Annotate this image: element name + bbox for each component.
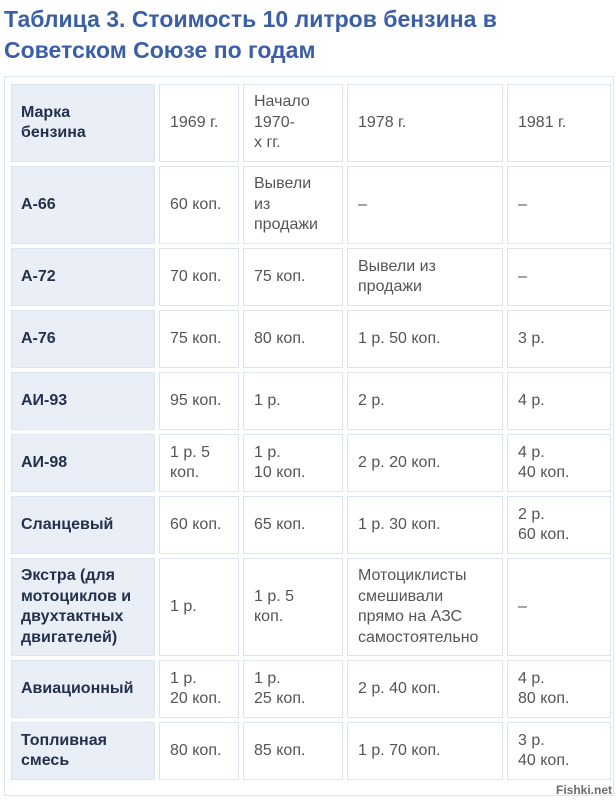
price-cell: – [347,166,503,244]
fuel-brand-cell: Топливная смесь [11,722,155,780]
page-title: Таблица 3. Стоимость 10 литров бензина в Советском Союзе по годам [4,6,497,63]
price-cell: 2 р. [347,372,503,430]
price-cell: 2 р. 20 коп. [347,434,503,492]
price-cell: 1 р. 5 коп. [243,558,343,656]
price-cell: 70 коп. [159,248,239,306]
price-cell: 1 р. 20 коп. [159,660,239,718]
price-cell: 1 р. 25 коп. [243,660,343,718]
fuel-brand-cell: Сланцевый [11,496,155,554]
price-cell: 65 коп. [243,496,343,554]
price-cell: 75 коп. [243,248,343,306]
price-cell: 1 р. 30 коп. [347,496,503,554]
price-cell: – [507,558,611,656]
table-row [11,310,611,368]
fuel-brand-cell: Авиационный [11,660,155,718]
header-cell-year: 1969 г. [159,84,239,162]
price-cell: Вывели из продажи [243,166,343,244]
price-cell: 2 р. 60 коп. [507,496,611,554]
price-cell: 4 р. 40 коп. [507,434,611,492]
table-row [11,248,611,306]
fuel-brand-cell: А-72 [11,248,155,306]
price-cell: Вывели из продажи [347,248,503,306]
price-cell: 1 р. [243,372,343,430]
price-cell: – [507,248,611,306]
table-row [11,166,611,244]
price-cell: 4 р. [507,372,611,430]
table-row [11,558,611,656]
price-cell: 80 коп. [159,722,239,780]
price-cell: 85 коп. [243,722,343,780]
watermark-text: Fishki.net [555,783,612,797]
price-cell: 2 р. 40 коп. [347,660,503,718]
table-row [11,372,611,430]
fuel-brand-cell: Экстра (для мотоциклов и двухтактных двигателей) [11,558,155,656]
price-cell: 1 р. 50 коп. [347,310,503,368]
price-cell: 60 коп. [159,166,239,244]
header-cell-year: 1981 г. [507,84,611,162]
price-cell: 3 р. [507,310,611,368]
price-table [7,80,615,784]
price-cell: 60 коп. [159,496,239,554]
price-cell: 1 р. 10 коп. [243,434,343,492]
price-table-container [4,76,614,796]
price-cell: 4 р. 80 коп. [507,660,611,718]
header-cell-year: 1978 г. [347,84,503,162]
table-row [11,434,611,492]
price-cell: 1 р. [159,558,239,656]
price-cell: Мотоциклисты смешивали прямо на АЗС самостоятельно [347,558,503,656]
fuel-brand-cell: АИ-98 [11,434,155,492]
price-cell: – [507,166,611,244]
price-cell: 1 р. 5 коп. [159,434,239,492]
fuel-brand-cell: А-66 [11,166,155,244]
table-row [11,722,611,780]
header-cell-brand: Марка бензина [11,84,155,162]
fuel-brand-cell: АИ-93 [11,372,155,430]
table-row [11,660,611,718]
header-cell-year: Начало 1970- х гг. [243,84,343,162]
price-cell: 3 р. 40 коп. [507,722,611,780]
header-row [11,84,611,162]
table-row [11,496,611,554]
fuel-brand-cell: А-76 [11,310,155,368]
price-cell: 95 коп. [159,372,239,430]
price-cell: 80 коп. [243,310,343,368]
price-cell: 75 коп. [159,310,239,368]
price-cell: 1 р. 70 коп. [347,722,503,780]
